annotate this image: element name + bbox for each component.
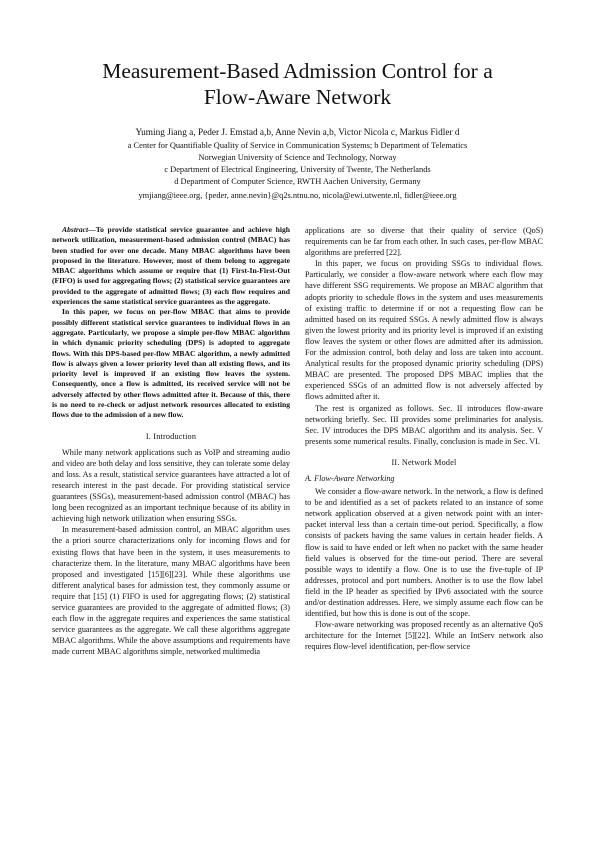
affiliation-2: Norwegian University of Science and Technology, Norway	[198, 153, 397, 162]
title-line-1: Measurement-Based Admission Control for a	[102, 59, 493, 83]
body-paragraph-flow-aware-history: Flow-aware networking was proposed recently as an alternative QoS architecture for the Internet [5][22]. While an IntServ network also requires flow-level identification, per-flow service	[305, 620, 543, 652]
body-paragraph-flow-definition: We consider a flow-aware network. In the network, a flow is defined to be and identified as a set of packets related to an instance of some network application observed at a given network point with an inter-packet interval less than a certain time-out period. Specifically, a flow consists of packets having the same values in certain header fields. A flow is said to have ended or left when no packet with the same header field values is observed for the time-out period. There are several possible ways to identify a flow. One is to use the five-tuple of IP addresses, protocol and port numbers. Another is to use the flow label field in the IP header as specified by IPv6 associated with the source and/or destination addresses. Here, we simply assume each flow can be identified, but how this is done is out of the scope.	[305, 487, 543, 619]
author-emails: ymjiang@ieee.org, {peder, anne.nevin}@q2s.ntnu.no, nicola@ewi.utwente.nl, fidler@ieee.org	[138, 191, 457, 200]
abstract-text: —To provide statistical service guarantee and achieve high network utilization, measurement-based admission control (MBAC) has been studied for over one decade. Many MBAC algorithms have been proposed in the literature. However, most of them belong to aggregate MBAC algorithms which assume or require that (1) First-In-First-Out (FIFO) is used for aggregating flows; (2) statistical service guarantees are provided to the aggregate of admitted flows; (3) each flow requires and experiences the same statistical service guarantees as the aggregate.	[52, 225, 290, 307]
paper-title	[60, 58, 535, 110]
affiliation-1: a Center for Quantifiable Quality of Service in Communication Systems; b Department of Telematics	[127, 141, 468, 150]
intro-paragraph-2: In measurement-based admission control, an MBAC algorithm uses the a priori source characterizations only for incoming flows and for existing flows that have been in the system, it uses measurements to characterize them. In the literature, many MBAC algorithms have been proposed and investigated [15][6][23]. While these algorithms use different analytical bases for admission test, they commonly assume or require that [15] (1) FIFO is used for aggregating flows; (2) statistical service guarantees are provided to the aggregate of admitted flows; (3) each flow in the aggregate requires and experiences the same statistical service guarantees as the aggregate. We call these algorithms aggregate MBAC algorithms. While the above assumptions and requirements have made current MBAC algorithms simple, networked multimedia	[52, 525, 290, 657]
body-paragraph-continued: applications are so diverse that their quality of service (QoS) requirements can be far from each other. In such cases, per-flow MBAC algorithms are preferred [22].	[305, 226, 543, 258]
affiliation-4: d Department of Computer Science, RWTH Aachen University, Germany	[174, 177, 421, 186]
left-column	[52, 225, 290, 658]
abstract-label: Abstract	[62, 225, 89, 234]
body-paragraph-organization: The rest is organized as follows. Sec. II introduces flow-aware networking briefly. Sec. III provides some preliminaries for analysis. Sec. IV introduces the DPS MBAC algorithm and its analysis. Sec. V presents some numerical results. Finally, conclusion is made in Sec. VI.	[305, 403, 543, 446]
section-heading-introduction: I. Introduction	[145, 431, 197, 441]
abstract	[52, 225, 290, 421]
body-paragraph-focus: In this paper, we focus on providing SSGs to individual flows. Particularly, we consider a flow-aware network where each flow may have different SSG requirements. We propose an MBAC algorithm that adopts priority to schedule flows in the system and uses measurements of existing traffic to determine if or not a requesting flow can be admitted based on its required SSGs. A newly admitted flow is always given the lowest priority and its priority level is improved if an existing flow leaves the system or other flows are admitted after its admission. For the admission control, both delay and loss are taken into account. Analytical results for the proposed dynamic priority scheduling (DPS) MBAC are presented. The proposed DPS MBAC implies that the experienced SSGs of an admitted flow is not adversely affected by flows admitted after it.	[305, 259, 543, 402]
affiliation-3: c Department of Electrical Engineering, University of Twente, The Netherlands	[164, 165, 431, 174]
author-list: Yuming Jiang a, Peder J. Emstad a,b, Anne Nevin a,b, Victor Nicola c, Markus Fidler d	[135, 128, 460, 138]
title-line-2: Flow-Aware Network	[203, 85, 392, 109]
subsection-heading-flow-aware: A. Flow-Aware Networking	[305, 473, 395, 483]
right-column	[305, 225, 543, 652]
abstract-paragraph-1	[52, 225, 290, 307]
intro-paragraph-1: While many network applications such as VoIP and streaming audio and video are both delay and loss sensitive, they can tolerate some delay and loss. As a result, statistical service guarantees have attracted a lot of research interest in the past decade. For providing statistical service guarantees (SSGs), measurement-based admission control (MBAC) has long been recognized as an important technique because of its ability in achieving high network utilization when ensuring SSGs.	[52, 447, 290, 524]
section-heading-network-model: II. Network Model	[391, 457, 457, 467]
abstract-paragraph-2: In this paper, we focus on per-flow MBAC that aims to provide possibly different statistical service guarantees to individual flows in an aggregate. Particularly, we propose a simple per-flow MBAC algorithm in which dynamic priority scheduling (DPS) is adopted to aggregate flows. With this DPS-based per-flow MBAC algorithm, a newly admitted flow is always given a lower priority level than all existing flows, and its priority level is improved if an existing flow leaves the system. Consequently, once a flow is admitted, its received service will not be adversely affected by other flows admitted after it. Because of this, there is no need to re-check or adjust network resources allocated to existing flows due to the admission of a new flow.	[52, 307, 290, 420]
